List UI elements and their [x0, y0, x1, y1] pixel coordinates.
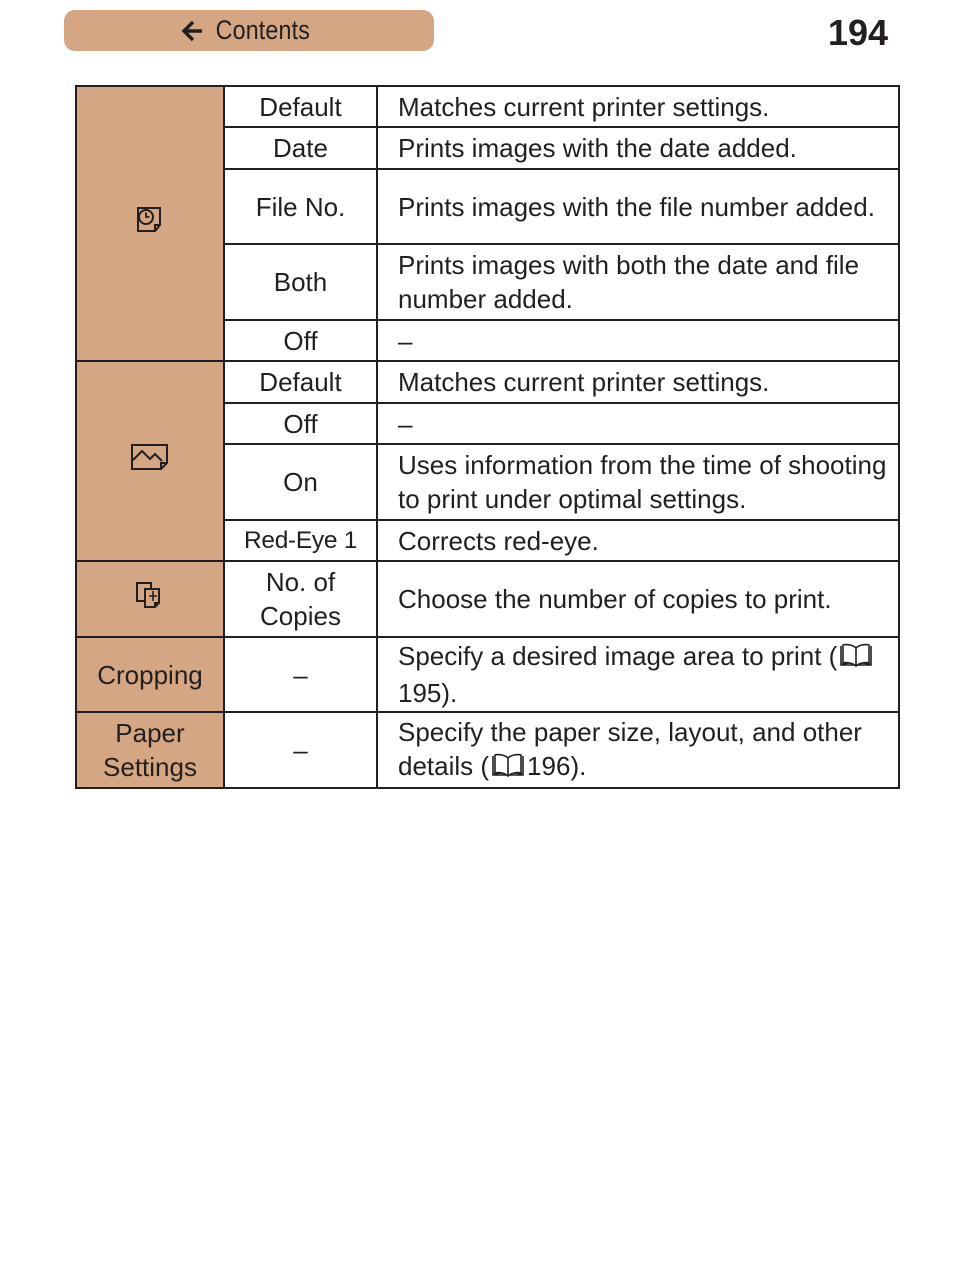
option-cell: – [224, 637, 377, 712]
option-cell: Off [224, 320, 377, 361]
category-cell [76, 86, 224, 361]
table-row [76, 637, 899, 712]
table-row [76, 561, 899, 637]
contents-button[interactable] [64, 10, 434, 51]
category-cell: Cropping [76, 637, 224, 712]
description-cell: Uses information from the time of shooting to print under optimal settings. [377, 444, 899, 520]
description-cell [377, 712, 899, 788]
option-cell: – [224, 712, 377, 788]
description-cell: Prints images with the date added. [377, 127, 899, 169]
description-cell: Matches current printer settings. [377, 86, 899, 127]
print-settings-table [75, 85, 900, 789]
option-cell: Default [224, 361, 377, 403]
description-cell: Prints images with both the date and file number added. [377, 244, 899, 320]
category-cell: Paper Settings [76, 712, 224, 788]
description-cell: Prints images with the file number added. [377, 169, 899, 244]
table-row [76, 712, 899, 788]
table-row [76, 86, 899, 127]
page-ref-link[interactable]: 195 [398, 678, 442, 708]
option-cell: Default [224, 86, 377, 127]
description-cell: Matches current printer settings. [377, 361, 899, 403]
description-text: Specify the paper size, layout, and other details ( [398, 716, 862, 781]
option-cell: Red-Eye 1 [224, 520, 377, 561]
contents-label: Contents [215, 15, 311, 45]
copies-icon [133, 580, 167, 618]
description-cell: – [377, 320, 899, 361]
option-cell: Both [224, 244, 377, 320]
left-arrow-icon [180, 19, 204, 43]
page-number: 194 [828, 12, 889, 53]
page-ref-link[interactable]: 196 [527, 750, 571, 781]
table-row [76, 361, 899, 403]
category-cell [76, 361, 224, 561]
category-cell [76, 561, 224, 637]
option-cell: No. of Copies [224, 561, 377, 637]
option-cell: Off [224, 403, 377, 444]
option-cell: On [224, 444, 377, 520]
option-cell: File No. [224, 169, 377, 244]
book-icon [838, 642, 874, 676]
description-cell: – [377, 403, 899, 444]
description-cell [377, 637, 899, 712]
description-text: ). [441, 678, 458, 708]
description-text: ). [570, 750, 587, 781]
image-optimize-icon [130, 442, 170, 480]
date-print-icon [133, 205, 167, 243]
option-cell: Date [224, 127, 377, 169]
book-icon [490, 752, 526, 786]
description-cell: Corrects red-eye. [377, 520, 899, 561]
description-cell: Choose the number of copies to print. [377, 561, 899, 637]
description-text: Specify a desired image area to print ( [398, 641, 838, 671]
